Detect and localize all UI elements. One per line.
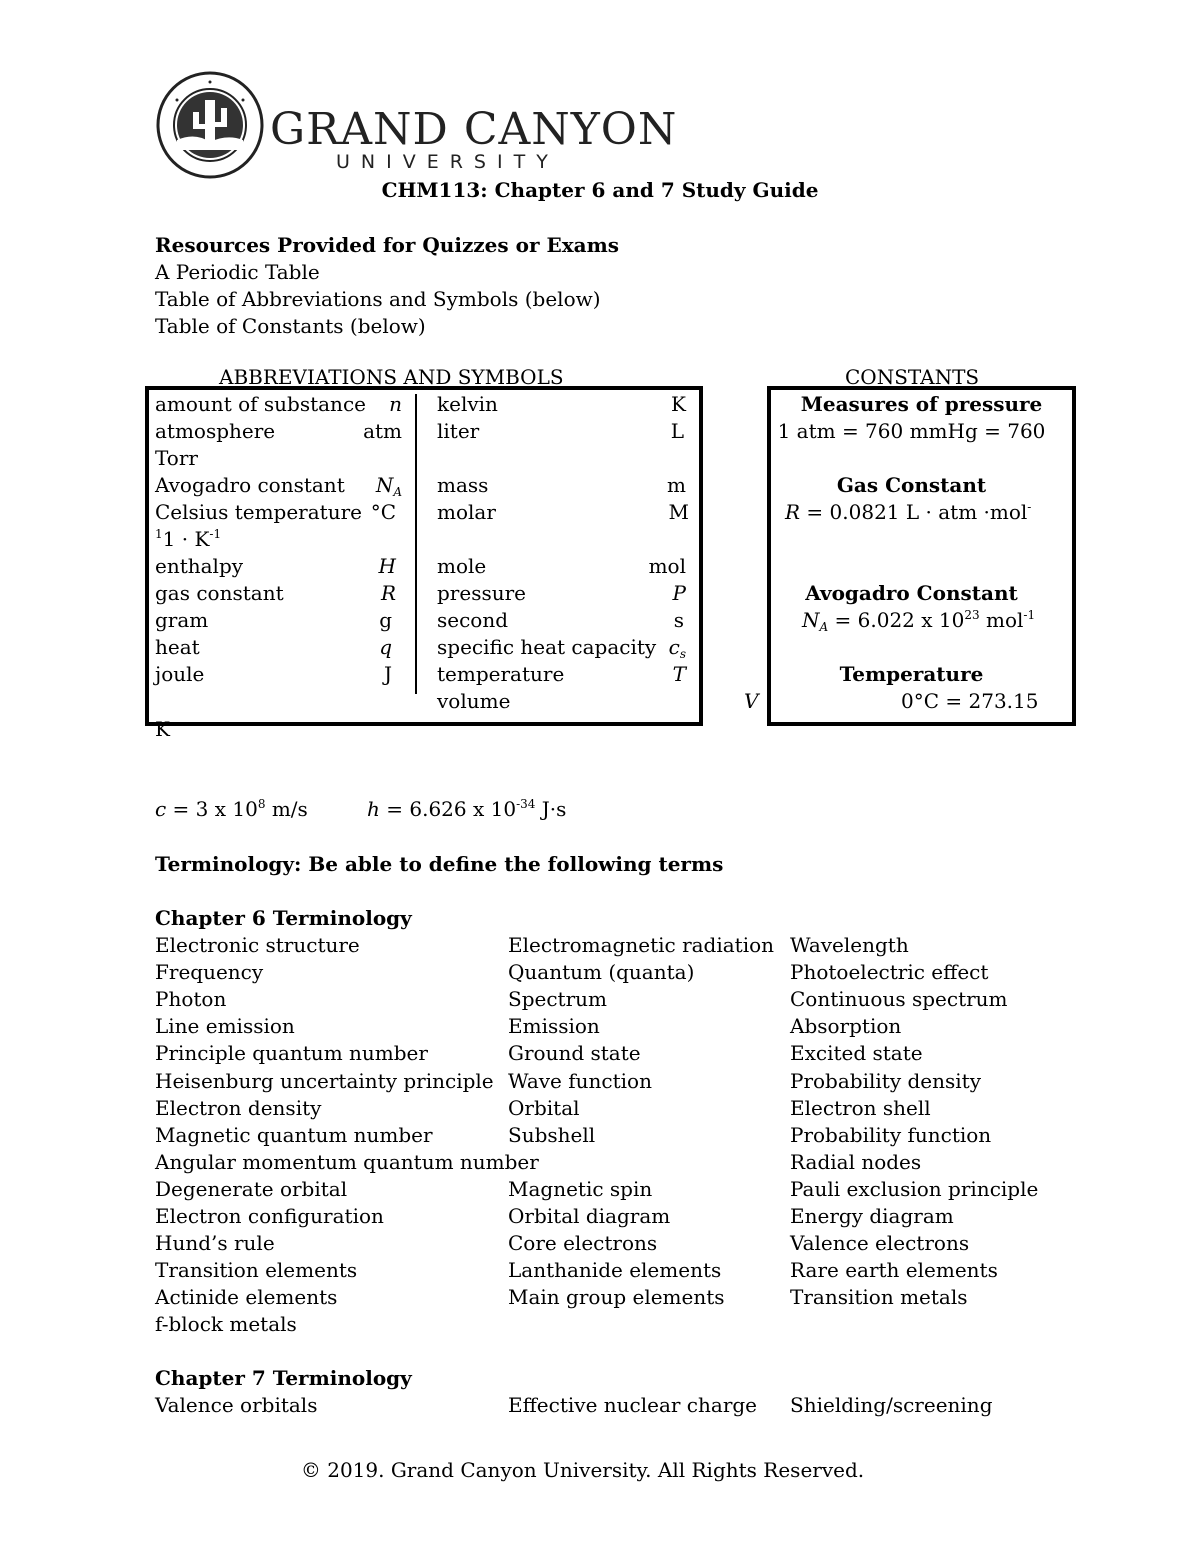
term-item: Heisenburg uncertainty principle <box>155 1068 494 1093</box>
abbr-symbol: n <box>389 392 402 416</box>
abbreviations-heading: ABBREVIATIONS AND SYMBOLS <box>219 365 564 389</box>
abbr-symbol: J <box>383 662 392 686</box>
logo-subwordmark: UNIVERSITY <box>336 151 559 173</box>
term-item: Rare earth elements <box>790 1258 998 1283</box>
planck-constant <box>367 796 566 823</box>
avogadro-heading: Avogadro Constant <box>805 581 1018 605</box>
pressure-heading: Measures of pressure <box>800 392 1043 416</box>
terminology-heading: Terminology: Be able to define the following terms <box>155 852 724 876</box>
term-item: Magnetic spin <box>508 1176 653 1201</box>
term-item: Lanthanide elements <box>508 1258 722 1283</box>
term-item: Pauli exclusion principle <box>790 1176 1039 1201</box>
abbr-term: enthalpy <box>155 554 244 578</box>
abbr-symbol-main: c <box>668 635 680 659</box>
term-item: Orbital <box>508 1095 580 1120</box>
term-item: Magnetic quantum number <box>155 1122 433 1147</box>
abbr-symbol <box>620 634 686 661</box>
abbr-symbol: s <box>673 608 684 632</box>
resource-item: Table of Constants (below) <box>155 314 426 338</box>
abbr-symbol: H <box>378 554 396 578</box>
resource-item: A Periodic Table <box>155 260 320 284</box>
term-item: Ground state <box>508 1041 641 1066</box>
avogadro-sub: A <box>819 620 829 634</box>
term-item: Transition metals <box>790 1285 968 1310</box>
avogadro-unit-exp: -1 <box>1023 608 1036 622</box>
term-item: Electron shell <box>790 1095 931 1120</box>
temperature-value: 0°C = 273.15 <box>901 689 1039 713</box>
abbr-term: mass <box>437 473 489 497</box>
abbr-term: mole <box>437 554 487 578</box>
avogadro-unit: mol <box>979 608 1024 632</box>
term-item: Effective nuclear charge <box>508 1393 758 1417</box>
term-item: Subshell <box>508 1122 596 1147</box>
column-divider <box>415 394 417 694</box>
term-item: Continuous spectrum <box>790 987 1008 1012</box>
overflow-exp-b: -1 <box>209 527 222 541</box>
gas-constant-unit-overflow <box>155 526 221 553</box>
term-item: Orbital diagram <box>508 1204 671 1228</box>
university-seal-icon <box>155 70 265 180</box>
term-item: Shielding/screening <box>790 1393 993 1417</box>
abbr-symbol: R <box>380 581 396 605</box>
abbr-symbol-sub: A <box>393 485 402 499</box>
term-item: Probability function <box>790 1122 992 1147</box>
term-item: Main group elements <box>508 1285 725 1310</box>
abbr-term: Celsius temperature <box>155 500 362 524</box>
gas-constant-value <box>785 499 1031 526</box>
h-number: = 6.626 x 10 <box>379 797 517 821</box>
footer-copyright: © 2019. Grand Canyon University. All Rights Reserved. <box>300 1458 865 1482</box>
h-symbol: h <box>367 797 380 821</box>
c-symbol: c <box>155 797 167 821</box>
abbr-symbol <box>340 472 402 499</box>
gas-constant-exp: - <box>1027 500 1032 514</box>
overflow-unit: 1 · K <box>162 527 210 551</box>
overflow-k: K <box>155 717 170 741</box>
abbr-term: amount of substance <box>155 392 366 416</box>
c-exp: 8 <box>257 797 266 811</box>
term-item: Valence electrons <box>790 1231 970 1256</box>
constants-heading: CONSTANTS <box>845 365 980 389</box>
page-title: CHM113: Chapter 6 and 7 Study Guide <box>381 178 819 202</box>
term-item: Electron configuration <box>155 1204 384 1228</box>
term-item: Electron density <box>155 1095 322 1120</box>
avogadro-symbol: N <box>802 608 820 632</box>
abbr-term: liter <box>437 419 480 443</box>
abbr-term: pressure <box>437 581 527 605</box>
abbr-symbol: V <box>744 689 759 713</box>
abbr-term: molar <box>437 500 496 524</box>
abbr-symbol: L <box>670 419 684 443</box>
term-item: Angular momentum quantum number <box>155 1149 539 1174</box>
term-item: Quantum (quanta) <box>508 960 695 985</box>
term-item: Photon <box>155 987 227 1012</box>
abbr-term: gram <box>155 608 209 632</box>
abbr-term: volume <box>437 689 511 713</box>
term-item: f-block metals <box>155 1312 297 1337</box>
term-item: Radial nodes <box>790 1149 922 1174</box>
abbr-symbol: g <box>379 608 392 632</box>
logo-wordmark: GRAND CANYON <box>270 104 678 155</box>
temperature-heading: Temperature <box>839 662 984 686</box>
pressure-value: 1 atm = 760 mmHg = 760 <box>777 419 1046 443</box>
avogadro-value <box>802 607 1035 634</box>
term-item: Wave function <box>508 1068 652 1093</box>
gas-constant-number: = 0.0821 L · atm ·mol <box>800 500 1028 524</box>
term-item: Excited state <box>790 1041 923 1066</box>
abbr-term: heat <box>155 635 200 659</box>
c-number: = 3 x 10 <box>166 797 258 821</box>
term-item: Electromagnetic radiation <box>508 933 775 957</box>
h-unit: J·s <box>535 797 567 821</box>
abbr-symbol: P <box>672 581 686 605</box>
abbr-term: temperature <box>437 662 565 686</box>
speed-of-light <box>155 796 308 823</box>
term-item: Line emission <box>155 1014 295 1039</box>
resources-heading: Resources Provided for Quizzes or Exams <box>155 233 619 257</box>
abbr-symbol: mol <box>648 554 686 578</box>
term-item: Photoelectric effect <box>790 960 989 985</box>
term-item: Spectrum <box>508 987 607 1012</box>
abbr-symbol: T <box>672 662 686 686</box>
c-unit: m/s <box>265 797 308 821</box>
abbr-symbol: m <box>667 473 686 497</box>
avogadro-exp: 23 <box>964 608 980 622</box>
abbr-term: Avogadro constant <box>155 473 345 497</box>
abbr-symbol: q <box>379 635 392 659</box>
abbr-term: Torr <box>155 446 198 470</box>
chapter6-heading: Chapter 6 Terminology <box>155 906 412 930</box>
term-item: Core electrons <box>508 1231 658 1256</box>
resource-item: Table of Abbreviations and Symbols (below) <box>155 287 601 311</box>
abbr-term: atmosphere <box>155 419 276 443</box>
abbr-symbol: K <box>671 392 686 416</box>
gas-constant-symbol: R <box>785 500 801 524</box>
term-item: Valence orbitals <box>155 1393 318 1417</box>
abbr-term: second <box>437 608 509 632</box>
abbr-symbol: atm <box>363 419 402 443</box>
term-item: Hund’s rule <box>155 1231 275 1256</box>
term-item: Degenerate orbital <box>155 1176 348 1201</box>
abbr-term: joule <box>155 662 205 686</box>
abbr-symbol-sub: s <box>679 647 686 661</box>
term-item: Probability density <box>790 1068 981 1093</box>
h-exp: -34 <box>516 797 536 811</box>
overflow-exp-a: 1 <box>155 527 163 541</box>
term-item: Transition elements <box>155 1258 358 1283</box>
term-item: Electronic structure <box>155 933 360 957</box>
term-item: Absorption <box>790 1014 902 1039</box>
term-item: Actinide elements <box>155 1285 338 1310</box>
gas-constant-heading: Gas Constant <box>836 473 987 497</box>
term-item: Energy diagram <box>790 1204 954 1228</box>
chapter7-heading: Chapter 7 Terminology <box>155 1366 412 1390</box>
abbr-term: gas constant <box>155 581 284 605</box>
abbr-symbol: M <box>668 500 689 524</box>
term-item: Frequency <box>155 960 264 985</box>
term-item: Wavelength <box>790 933 909 957</box>
term-item: Principle quantum number <box>155 1041 428 1066</box>
term-item: Emission <box>508 1014 600 1039</box>
avogadro-number: = 6.022 x 10 <box>828 608 965 632</box>
abbr-symbol: °C <box>370 500 396 524</box>
abbr-term: kelvin <box>437 392 498 416</box>
abbr-term: specific heat capacity <box>437 635 657 659</box>
abbr-symbol-main: N <box>375 473 394 497</box>
